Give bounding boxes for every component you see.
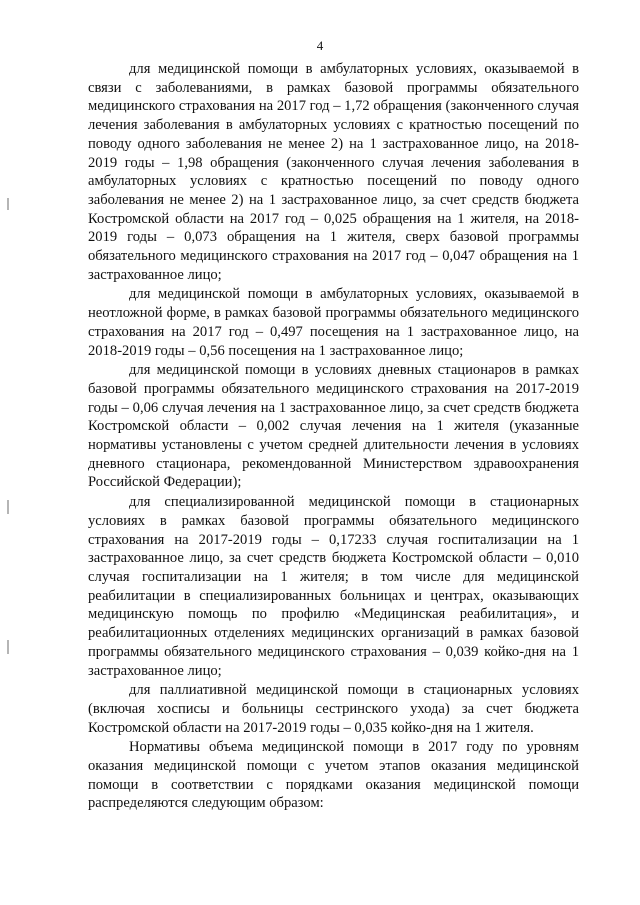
paragraph-volume-norms-distribution: Нормативы объема медицинской помощи в 2017 году по уровням оказания медицинской помощи с учетом этапов оказания медицинской помощи в соответствии с порядками оказания медицинской помощи распределяются следующим образом: (88, 739, 579, 812)
paragraph-specialized-inpatient: для специализированной медицинской помощи в стационарных условиях в рамках базовой программы обязательного медицинского страхования на 2017-2019 годы – 0,17233 случая госпитализации на 1 застрахованное лицо, за счет средств бюджета Костромской области – 0,010 случая госпитализации на 1 жителя; в том числе для медицинской реабилитации в специализированных больницах и центрах, оказывающих медицинскую помощь по профилю «Медицинская реабилитация», и реабилитационных отделениях медицинских организаций в рамках базовой программы обязательного медицинского страхования – 0,039 койко-дня на 1 застрахованное лицо; (88, 494, 579, 679)
paragraph-palliative-care: для паллиативной медицинской помощи в стационарных условиях (включая хосписы и больницы сестринского ухода) за счет бюджета Костромской области на 2017-2019 годы – 0,035 койко-дня на 1 жителя. (88, 682, 579, 736)
page-number: 4 (316, 38, 324, 53)
paragraph-outpatient-disease: для медицинской помощи в амбулаторных условиях, оказываемой в связи с заболеваниями, в рамках базовой программы обязательного медицинского страхования на 2017 год – 1,72 обращения (законченного случая лечения заболевания в амбулаторных условиях с кратностью посещений по поводу одного заболевания не менее 2) на 1 застрахованное лицо, на 2018-2019 годы – 1,98 обращения (законченного случая лечения заболевания в амбулаторных условиях с кратностью посещений по поводу одного заболевания не менее 2) на 1 застрахованное лицо, за счет средств бюджета Костромской области на 2017 год – 0,025 обращения на 1 жителя, на 2018-2019 годы – 0,073 обращения на 1 жителя, сверх базовой программы обязательного медицинского страхования на 2017 год – 0,047 обращения на 1 застрахованное лицо; (88, 61, 579, 283)
scan-edge-mark-middle (7, 500, 9, 514)
document-body (88, 60, 579, 813)
paragraph-day-hospital: для медицинской помощи в условиях дневных стационаров в рамках базовой программы обязательного медицинского страхования на 2017-2019 годы – 0,06 случая лечения на 1 застрахованное лицо, за счет средств бюджета Костромской области – 0,002 случая лечения на 1 жителя (указанные нормативы установлены с учетом средней длительности лечения в условиях дневного стационара, рекомендованной Министерством здравоохранения Российской Федерации); (88, 362, 579, 491)
scan-edge-mark-upper (7, 198, 9, 210)
paragraph-outpatient-emergency: для медицинской помощи в амбулаторных условиях, оказываемой в неотложной форме, в рамках базовой программы обязательного медицинского страхования на 2017 год – 0,497 посещения на 1 застрахованное лицо, на 2018-2019 годы – 0,56 посещения на 1 застрахованное лицо; (88, 286, 579, 359)
scan-edge-mark-lower (7, 640, 9, 654)
